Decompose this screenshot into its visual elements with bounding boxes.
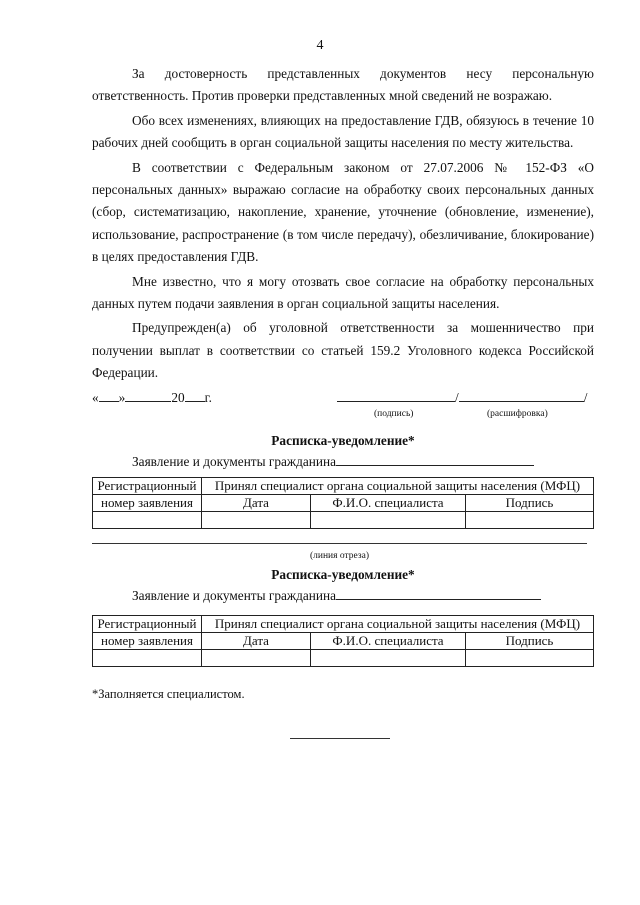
applicant-blank[interactable] [336,451,534,466]
paragraph-responsibility: За достоверность представленных документов несу персональную ответственность. Против проверки представленных мной сведений не возражаю. [92,66,594,104]
reg-cell[interactable] [93,649,202,666]
group-header: Принял специалист органа социальной защиты населения (МФЦ) [202,615,594,632]
caption-signature: (подпись) [374,408,414,419]
receipt-table [92,615,594,667]
date-header: Дата [202,494,311,511]
fio-cell[interactable] [311,649,466,666]
signature-blank[interactable] [337,387,455,402]
decode-blank[interactable] [459,387,584,402]
receipt-title: Расписка-уведомление* [271,432,415,448]
reg-header-2: номер заявления [93,632,202,649]
fio-cell[interactable] [311,511,466,528]
document-body [92,63,594,705]
end-rule [290,738,390,739]
paragraph-consent: В соответствии с Федеральным законом от 27.07.2006 № 152-ФЗ «О персональных данных» выражаю согласие на обработку своих персональных данных (сбор, систематизацию, накопление, хранение, уточнение (обновление, изменение), использование, распространение (в том числе передачу), обезличивание, блокирование) в целях предоставления ГДВ. [92,159,594,265]
receipt-applicant-line: Заявление и документы гражданина [92,451,594,473]
applicant-blank[interactable] [336,585,541,600]
sign-cell[interactable] [466,649,594,666]
table-row [93,649,594,666]
sign-header: Подпись [466,632,594,649]
paragraph-changes: Обо всех изменениях, влияющих на предоставление ГДВ, обязуюсь в течение 10 рабочих дней сообщить в орган социальной защиты населения по месту жительства. [92,112,594,151]
date-cell[interactable] [202,511,311,528]
paragraph-revoke: Мне известно, что я могу отозвать свое согласие на обработку персональных данных путем подачи заявления в орган социальной защиты населения. [92,273,594,312]
fio-header: Ф.И.О. специалиста [311,494,466,511]
cut-line-caption: (линия отреза) [309,550,369,561]
signature-captions [92,407,594,421]
table-row [93,511,594,528]
date-header: Дата [202,632,311,649]
footnote: *Заполняется специалистом. [92,686,245,701]
sign-cell[interactable] [466,511,594,528]
date-cell[interactable] [202,649,311,666]
fio-header: Ф.И.О. специалиста [311,632,466,649]
month-blank[interactable] [125,387,171,402]
reg-header: Регистрационный [93,477,202,494]
reg-header-2: номер заявления [93,494,202,511]
receipt-applicant-line: Заявление и документы гражданина [92,585,594,607]
day-blank[interactable] [99,387,119,402]
year-blank[interactable] [185,387,205,402]
date-field[interactable]: « » 20 г. [92,387,212,409]
paragraph-warning: Предупрежден(а) об уголовной ответственности за мошенничество при получении выплат в соответствии со статьей 159.2 Уголовного кодекса Российской Федерации. [92,320,594,381]
signature-field[interactable]: / / [337,387,587,409]
page-number: 4 [316,38,324,53]
reg-cell[interactable] [93,511,202,528]
receipt-title: Расписка-уведомление* [271,566,415,582]
receipt-table [92,477,594,529]
caption-decode: (расшифровка) [487,408,548,419]
sign-header: Подпись [466,494,594,511]
reg-header: Регистрационный [93,615,202,632]
cut-line [92,537,594,563]
group-header: Принял специалист органа социальной защиты населения (МФЦ) [202,477,594,494]
